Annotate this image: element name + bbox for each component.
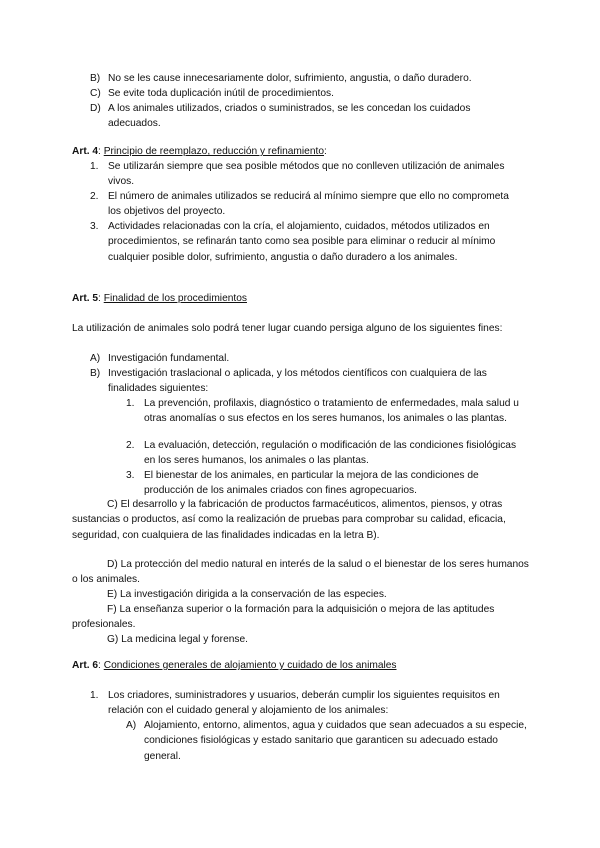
list-item: [90, 71, 530, 86]
list-text: Investigación traslacional o aplicada, y los métodos científicos con cualquiera de las finalidades siguientes:: [108, 368, 487, 395]
list-text: Los criadores, suministradores y usuarios, deberán cumplir los siguientes requisitos en relación con el cuidado general y alojamiento de los animales:: [108, 690, 500, 717]
list-text: A los animales utilizados, criados o suministrados, se les concedan los cuidados adecuados.: [108, 103, 471, 130]
list-item: [126, 718, 530, 764]
list-text: Actividades relacionadas con la cría, el alojamiento, cuidados, métodos utilizados en procedimientos, se refinarán tanto como sea posible para eliminar o reducir al mínimo cualquier posible dolor, sufrimiento, angustia o daño duradero a los animales.: [108, 221, 496, 263]
list-marker: A): [126, 720, 137, 731]
list-item: [90, 351, 530, 366]
list-item: [90, 86, 530, 101]
paragraph: La utilización de animales solo podrá tener lugar cuando persiga alguno de los siguientes fines:: [72, 323, 503, 334]
list-marker: 3.: [126, 470, 135, 481]
heading-separator: :: [98, 660, 104, 671]
article-title: Finalidad de los procedimientos: [103, 293, 247, 304]
list-text: Se evite toda duplicación inútil de procedimientos.: [108, 88, 334, 99]
list-item: [90, 219, 528, 265]
list-marker: 2.: [90, 191, 99, 202]
list-marker: B): [90, 73, 101, 84]
list-text: Alojamiento, entorno, alimentos, agua y cuidados que sean adecuados a su especie, condiciones fisiológicas y estado sanitario que garanticen su adecuado estado general.: [144, 720, 527, 762]
article-label: Art. 5: [72, 293, 99, 304]
list-item: [90, 688, 530, 719]
list-item: [90, 366, 530, 397]
list-text: No se les cause innecesariamente dolor, sufrimiento, angustia, o daño duradero.: [108, 73, 472, 84]
heading-separator: :: [98, 146, 104, 157]
list-item: [90, 101, 510, 132]
heading-colon: :: [324, 146, 327, 157]
list-text: El número de animales utilizados se reducirá al mínimo siempre que ello no comprometa los objetivos del proyecto.: [108, 191, 509, 218]
list-marker: D): [90, 103, 101, 114]
list-marker: C): [90, 88, 101, 99]
list-text: La prevención, profilaxis, diagnóstico o tratamiento de enfermedades, mala salud u otras anomalías o sus efectos en los seres humanos, los animales o las plantas.: [144, 398, 519, 425]
list-marker: 2.: [126, 440, 135, 451]
article-title: Principio de reemplazo, reducción y refinamiento: [103, 146, 324, 157]
paragraph: C) El desarrollo y la fabricación de productos farmacéuticos, alimentos, piensos, y otras sustancias o productos, así como la realización de pruebas para comprobar su calidad, eficacia, seguridad, con cualquiera de las finalidades indicadas en la letra B).: [72, 499, 506, 541]
list-marker: 1.: [126, 398, 135, 409]
paragraph: G) La medicina legal y forense.: [107, 634, 248, 645]
list-text: Se utilizarán siempre que sea posible métodos que no conlleven utilización de animales vivos.: [108, 161, 505, 188]
article-title: Condiciones generales de alojamiento y cuidado de los animales: [103, 660, 397, 671]
list-item: [90, 159, 525, 190]
article-label: Art. 6: [72, 660, 99, 671]
list-item: [126, 396, 530, 427]
paragraph: D) La protección del medio natural en interés de la salud o el bienestar de los seres humanos o los animales.: [72, 559, 529, 586]
list-item: [126, 438, 530, 469]
list-marker: 1.: [90, 161, 99, 172]
article-heading: [72, 144, 532, 159]
article-heading: [72, 291, 532, 306]
paragraph: F) La enseñanza superior o la formación para la adquisición o mejora de las aptitudes profesionales.: [72, 604, 495, 631]
list-text: El bienestar de los animales, en particular la mejora de las condiciones de producción de los animales criados con fines agropecuarios.: [144, 470, 479, 497]
article-label: Art. 4: [72, 146, 99, 157]
list-item: [126, 468, 530, 499]
list-marker: B): [90, 368, 101, 379]
list-marker: 3.: [90, 221, 99, 232]
list-text: Investigación fundamental.: [108, 353, 230, 364]
list-marker: 1.: [90, 690, 99, 701]
paragraph: E) La investigación dirigida a la conservación de las especies.: [107, 589, 387, 600]
list-marker: A): [90, 353, 101, 364]
heading-separator: :: [98, 293, 104, 304]
article-heading: [72, 658, 532, 673]
list-text: La evaluación, detección, regulación o modificación de las condiciones fisiológicas en los seres humanos, los animales o las plantas.: [144, 440, 517, 467]
list-item: [90, 189, 510, 220]
